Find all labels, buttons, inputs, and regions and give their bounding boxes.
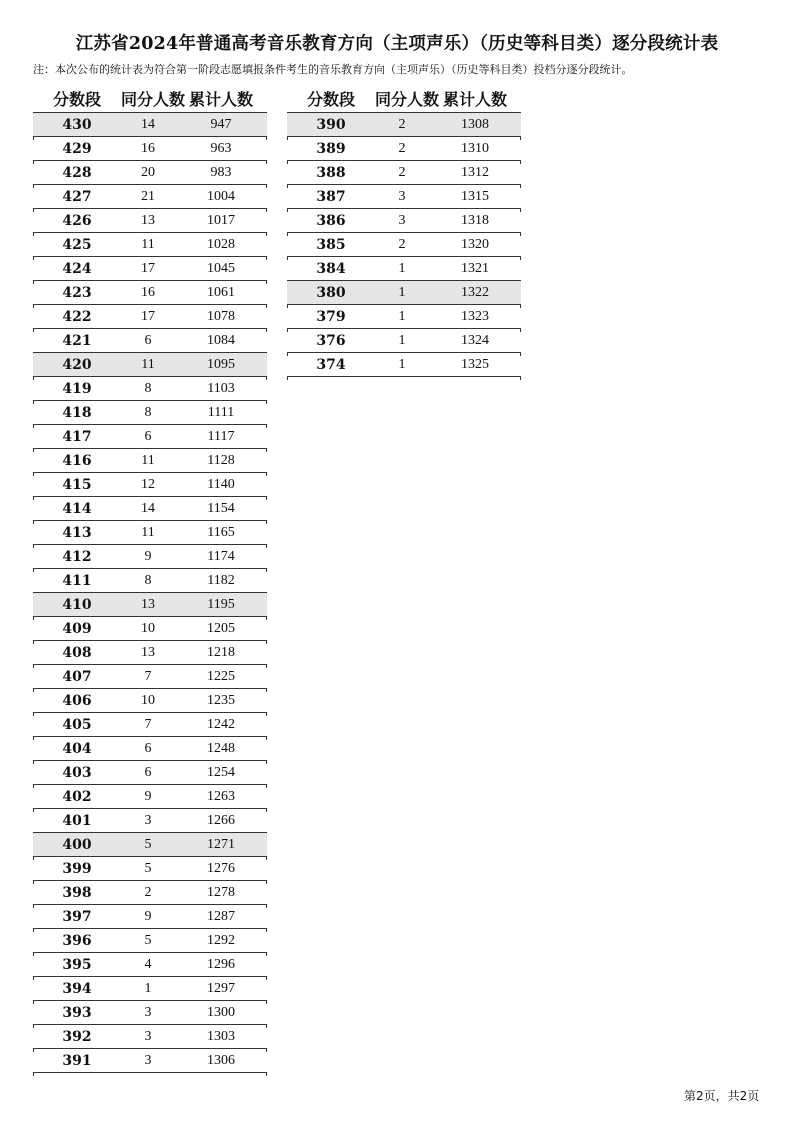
table-row (287, 281, 521, 305)
table-row (33, 665, 267, 689)
count-cell: 7 (144, 668, 152, 684)
count-cell: 11 (141, 452, 155, 468)
cumulative-cell: 1242 (207, 716, 235, 732)
cumulative-cell: 1084 (207, 332, 235, 348)
header-score: 分数段 (306, 89, 355, 109)
table-row (33, 1049, 267, 1073)
table-row (33, 401, 267, 425)
table-row (33, 857, 267, 881)
cumulative-cell: 1297 (207, 980, 235, 996)
count-cell: 1 (398, 284, 406, 300)
cumulative-cell: 1195 (207, 596, 235, 612)
table-row (33, 953, 267, 977)
table-row (33, 161, 267, 185)
count-cell: 3 (144, 1052, 152, 1068)
table-row (33, 713, 267, 737)
table-row (33, 761, 267, 785)
score-cell: 412 (62, 548, 92, 565)
table-row (33, 593, 267, 617)
cumulative-cell: 1045 (207, 260, 235, 276)
cumulative-cell: 1320 (461, 236, 489, 252)
table-row (33, 1025, 267, 1049)
table-row (33, 497, 267, 521)
cumulative-cell: 1205 (207, 620, 235, 636)
score-cell: 405 (62, 716, 92, 733)
cumulative-cell: 1004 (207, 188, 235, 204)
cumulative-cell: 1296 (207, 956, 235, 972)
table-row (33, 641, 267, 665)
score-cell: 376 (316, 332, 346, 349)
score-cell: 415 (62, 476, 92, 493)
score-cell: 430 (62, 116, 92, 133)
table-row (287, 137, 521, 161)
cumulative-cell: 1271 (207, 836, 235, 852)
count-cell: 2 (398, 116, 406, 132)
count-cell: 16 (141, 140, 155, 156)
table-row (33, 569, 267, 593)
cumulative-cell: 1111 (207, 404, 235, 420)
score-cell: 417 (62, 428, 92, 445)
count-cell: 2 (398, 140, 406, 156)
score-cell: 410 (62, 596, 92, 613)
table-row (33, 689, 267, 713)
cumulative-cell: 1154 (207, 500, 235, 516)
cumulative-cell: 1103 (207, 380, 235, 396)
table-row (33, 209, 267, 233)
table-row (287, 257, 521, 281)
table-row (33, 545, 267, 569)
score-cell: 414 (62, 500, 92, 517)
count-cell: 5 (144, 860, 152, 876)
cumulative-cell: 1324 (461, 332, 489, 348)
score-cell: 423 (62, 284, 92, 301)
table-body (33, 112, 267, 1073)
score-cell: 409 (62, 620, 92, 637)
score-cell: 420 (62, 356, 92, 373)
count-cell: 1 (398, 308, 406, 324)
cumulative-cell: 1165 (207, 524, 235, 540)
count-cell: 21 (141, 188, 155, 204)
cumulative-cell: 1323 (461, 308, 489, 324)
score-cell: 400 (62, 836, 92, 853)
count-cell: 3 (398, 188, 406, 204)
score-cell: 416 (62, 452, 92, 469)
score-cell: 411 (62, 572, 92, 589)
score-cell: 427 (62, 188, 92, 205)
count-cell: 9 (144, 788, 152, 804)
cumulative-cell: 1321 (461, 260, 489, 276)
cumulative-cell: 1263 (207, 788, 235, 804)
cumulative-cell: 963 (210, 140, 232, 156)
score-cell: 396 (62, 932, 92, 949)
score-cell: 374 (316, 356, 346, 373)
score-cell: 425 (62, 236, 92, 253)
count-cell: 11 (141, 236, 155, 252)
score-cell: 390 (316, 116, 346, 133)
header-cumulative: 累计人数 (188, 89, 253, 109)
cumulative-cell: 1254 (207, 764, 235, 780)
score-cell: 379 (316, 308, 346, 325)
count-cell: 14 (141, 116, 155, 132)
cumulative-cell: 1248 (207, 740, 235, 756)
cumulative-cell: 1276 (207, 860, 235, 876)
score-cell: 402 (62, 788, 92, 805)
cumulative-cell: 947 (210, 116, 232, 132)
table-row (287, 209, 521, 233)
score-cell: 384 (316, 260, 346, 277)
count-cell: 9 (144, 908, 152, 924)
table-row (33, 905, 267, 929)
table-row (287, 305, 521, 329)
cumulative-cell: 1140 (207, 476, 235, 492)
score-cell: 392 (62, 1028, 92, 1045)
count-cell: 5 (144, 932, 152, 948)
count-cell: 8 (144, 404, 152, 420)
score-cell: 399 (62, 860, 92, 877)
count-cell: 10 (141, 620, 155, 636)
count-cell: 12 (141, 476, 155, 492)
cumulative-cell: 1028 (207, 236, 235, 252)
score-cell: 424 (62, 260, 92, 277)
table-row (33, 473, 267, 497)
table-body (287, 112, 521, 377)
score-cell: 421 (62, 332, 92, 349)
count-cell: 3 (398, 212, 406, 228)
cumulative-cell: 1128 (207, 452, 235, 468)
count-cell: 13 (141, 644, 155, 660)
score-cell: 413 (62, 524, 92, 541)
table-row (33, 353, 267, 377)
table-row (287, 353, 521, 377)
count-cell: 17 (141, 308, 155, 324)
cumulative-cell: 1325 (461, 356, 489, 372)
score-cell: 428 (62, 164, 92, 181)
score-cell: 401 (62, 812, 92, 829)
table-row (33, 425, 267, 449)
score-cell: 389 (316, 140, 346, 157)
cumulative-cell: 1300 (207, 1004, 235, 1020)
document-note: 注：本次公布的统计表为符合第一阶段志愿填报条件考生的音乐教育方向（主项声乐）（历史等科目类）投档分逐分段统计。 (33, 63, 633, 76)
count-cell: 14 (141, 500, 155, 516)
count-cell: 1 (398, 332, 406, 348)
cumulative-cell: 1218 (207, 644, 235, 660)
count-cell: 8 (144, 380, 152, 396)
cumulative-cell: 1174 (207, 548, 235, 564)
score-cell: 385 (316, 236, 346, 253)
cumulative-cell: 1225 (207, 668, 235, 684)
table-row (33, 329, 267, 353)
table-row (33, 737, 267, 761)
table-row (33, 929, 267, 953)
count-cell: 3 (144, 1028, 152, 1044)
cumulative-cell: 1061 (207, 284, 235, 300)
header-cumulative: 累计人数 (442, 89, 507, 109)
table-row (33, 1001, 267, 1025)
count-cell: 16 (141, 284, 155, 300)
table-row (287, 161, 521, 185)
table-row (287, 112, 521, 137)
cumulative-cell: 1308 (461, 116, 489, 132)
score-cell: 393 (62, 1004, 92, 1021)
count-cell: 6 (144, 332, 152, 348)
table-row (33, 881, 267, 905)
table-row (287, 233, 521, 257)
count-cell: 11 (141, 356, 155, 372)
count-cell: 1 (398, 260, 406, 276)
table-row (287, 185, 521, 209)
header-score: 分数段 (52, 89, 101, 109)
table-row (33, 617, 267, 641)
header-count: 同分人数 (375, 89, 440, 109)
cumulative-cell: 1318 (461, 212, 489, 228)
table-row (33, 785, 267, 809)
score-cell: 419 (62, 380, 92, 397)
score-cell: 422 (62, 308, 92, 325)
cumulative-cell: 983 (210, 164, 232, 180)
header-count: 同分人数 (121, 89, 186, 109)
table-row (33, 449, 267, 473)
count-cell: 2 (398, 236, 406, 252)
cumulative-cell: 1303 (207, 1028, 235, 1044)
table-row (33, 809, 267, 833)
score-cell: 388 (316, 164, 346, 181)
score-cell: 397 (62, 908, 92, 925)
document-title: 江苏省2024年普通高考音乐教育方向（主项声乐）（历史等科目类）逐分段统计表 (75, 34, 719, 54)
score-cell: 403 (62, 764, 92, 781)
count-cell: 20 (141, 164, 155, 180)
count-cell: 1 (398, 356, 406, 372)
count-cell: 3 (144, 1004, 152, 1020)
cumulative-cell: 1078 (207, 308, 235, 324)
score-cell: 426 (62, 212, 92, 229)
score-cell: 387 (316, 188, 346, 205)
count-cell: 6 (144, 764, 152, 780)
count-cell: 6 (144, 428, 152, 444)
cumulative-cell: 1266 (207, 812, 235, 828)
table-row (33, 233, 267, 257)
score-cell: 408 (62, 644, 92, 661)
table-row (33, 257, 267, 281)
cumulative-cell: 1117 (207, 428, 235, 444)
score-cell: 406 (62, 692, 92, 709)
table-row (33, 521, 267, 545)
score-table-left (33, 86, 267, 1073)
table-header (287, 86, 521, 110)
page-number: 第2页，共2页 (684, 1089, 760, 1103)
score-cell: 386 (316, 212, 346, 229)
table-row (33, 185, 267, 209)
table-row (33, 305, 267, 329)
score-cell: 395 (62, 956, 92, 973)
count-cell: 4 (144, 956, 152, 972)
score-cell: 429 (62, 140, 92, 157)
cumulative-cell: 1278 (207, 884, 235, 900)
table-row (33, 281, 267, 305)
cumulative-cell: 1312 (461, 164, 489, 180)
table-row (33, 833, 267, 857)
cumulative-cell: 1315 (461, 188, 489, 204)
cumulative-cell: 1095 (207, 356, 235, 372)
score-cell: 398 (62, 884, 92, 901)
count-cell: 2 (144, 884, 152, 900)
score-cell: 404 (62, 740, 92, 757)
count-cell: 8 (144, 572, 152, 588)
score-cell: 391 (62, 1052, 92, 1069)
count-cell: 7 (144, 716, 152, 732)
cumulative-cell: 1235 (207, 692, 235, 708)
table-row (287, 329, 521, 353)
cumulative-cell: 1322 (461, 284, 489, 300)
count-cell: 17 (141, 260, 155, 276)
count-cell: 1 (144, 980, 152, 996)
count-cell: 5 (144, 836, 152, 852)
cumulative-cell: 1306 (207, 1052, 235, 1068)
table-row (33, 377, 267, 401)
table-row (33, 137, 267, 161)
table-row (33, 977, 267, 1001)
cumulative-cell: 1182 (207, 572, 235, 588)
count-cell: 13 (141, 596, 155, 612)
table-row (33, 112, 267, 137)
score-cell: 394 (62, 980, 92, 997)
score-cell: 407 (62, 668, 92, 685)
score-table-right (287, 86, 521, 377)
table-header (33, 86, 267, 110)
count-cell: 2 (398, 164, 406, 180)
cumulative-cell: 1287 (207, 908, 235, 924)
count-cell: 9 (144, 548, 152, 564)
count-cell: 6 (144, 740, 152, 756)
count-cell: 10 (141, 692, 155, 708)
cumulative-cell: 1017 (207, 212, 235, 228)
cumulative-cell: 1310 (461, 140, 489, 156)
count-cell: 13 (141, 212, 155, 228)
count-cell: 11 (141, 524, 155, 540)
score-cell: 418 (62, 404, 92, 421)
score-cell: 380 (316, 284, 346, 301)
cumulative-cell: 1292 (207, 932, 235, 948)
count-cell: 3 (144, 812, 152, 828)
